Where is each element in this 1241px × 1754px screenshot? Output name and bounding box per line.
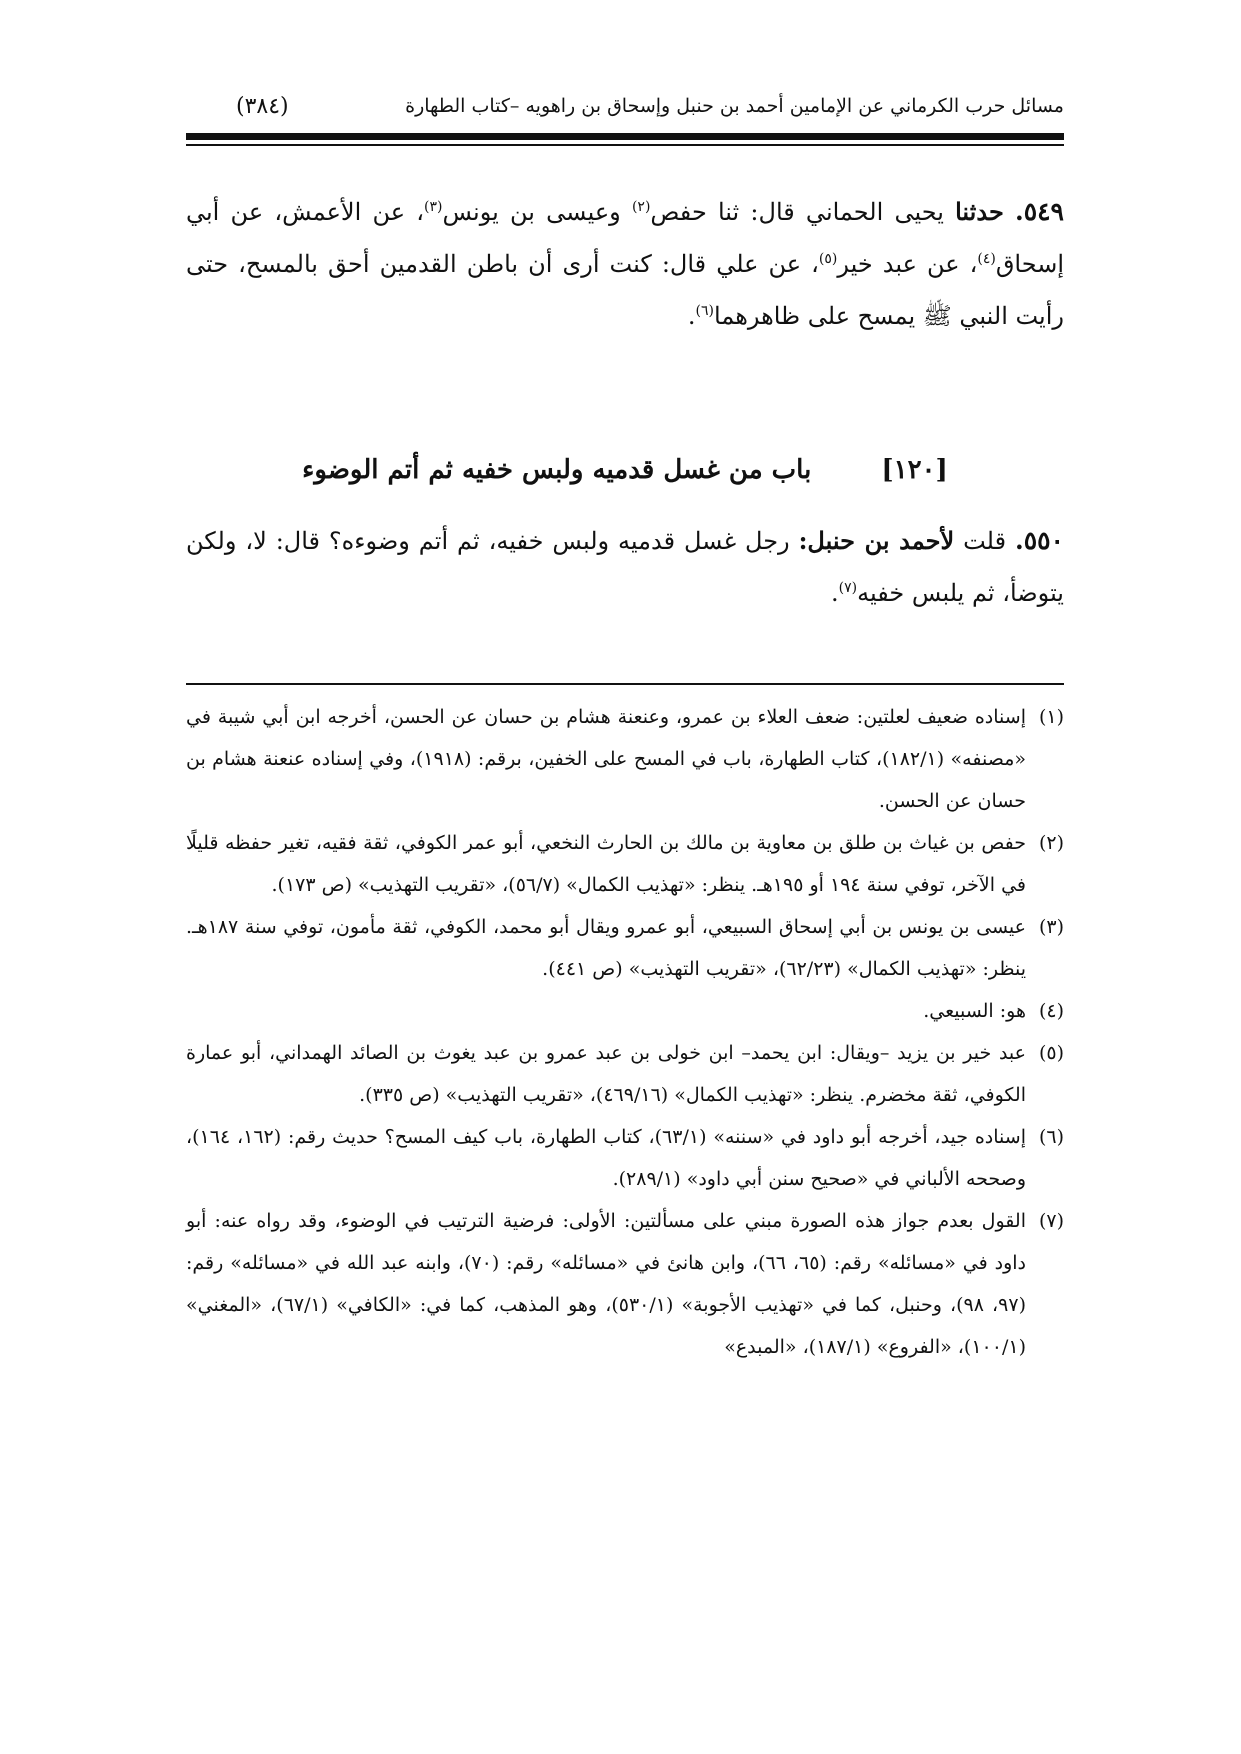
footnote-text: القول بعدم جواز هذه الصورة مبني على مسألتين: الأولى: فرضية الترتيب في الوضوء، وقد رواه عنه: أبو داود في «مسائله» رقم: (٦٥، ٦٦)، وابن هانئ في «مسائله» رقم: (٧٠)، وابنه عبد الله في «مسائله» رقم: (٩٧، ٩٨)، وحنبل، كما في «تهذيب الأجوبة» (٥٣٠/١)، وهو المذهب، كما في: «الكافي» (٦٧/١)، «المغني» (١٠٠/١)، «الفروع» (١٨٧/١)، «المبدع» (186, 1210, 1027, 1358)
hadith-text-3: ، عن الأعمش، عن أبي إسحاق (186, 198, 1065, 278)
question-number: ٥٥٠. (1014, 526, 1064, 555)
hadith-text-1: يحيى الحماني قال: ثنا حفص (650, 198, 956, 226)
footnote-ref-3: (٣) (423, 199, 443, 215)
footnote-mark: (٤) (1038, 1000, 1064, 1022)
page-number: (٣٨٤) (236, 93, 289, 119)
question-text-1: قلت (954, 527, 1015, 555)
footnote-2 (186, 822, 1064, 906)
question-text-2: رجل غسل قدميه ولبس خفيه، ثم أتم وضوءه؟ قال: لا، ولكن يتوضأ، ثم يلبس خفيه (186, 527, 1064, 607)
footnotes (186, 696, 1064, 1368)
footnote-3 (186, 906, 1064, 990)
chapter-heading (186, 445, 1064, 495)
footnote-text: حفص بن غياث بن طلق بن معاوية بن مالك بن الحارث النخعي، أبو عمر الكوفي، ثقة فقيه، تغير حفظه قليلًا في الآخر، توفي سنة ١٩٤ أو ١٩٥هـ. ينظر: «تهذيب الكمال» (٥٦/٧)، «تقريب التهذيب» (ص ١٧٣). (186, 832, 1026, 896)
question-text-3: . (831, 579, 839, 607)
footnote-text: عبد خير بن يزيد –ويقال: ابن يحمد– ابن خولى بن عبد عمرو بن عبد يغوث بن الصائد الهمداني، أبو عمارة الكوفي، ثقة مخضرم. ينظر: «تهذيب الكمال» (٤٦٩/١٦)، «تقريب التهذيب» (ص ٣٣٥). (186, 1042, 1026, 1106)
footnote-text: إسناده جيد، أخرجه أبو داود في «سننه» (٦٣/١)، كتاب الطهارة، باب كيف المسح؟ حديث رقم: (١٦٢، ١٦٤)، وصححه الألباني في «صحيح سنن أبي داود» (٢٨٩/١). (186, 1126, 1026, 1190)
hadith-number: ٥٤٩. (1014, 197, 1064, 226)
footnote-ref-4: (٤) (977, 251, 996, 267)
footnote-ref-5: (٥) (818, 251, 838, 267)
header-rule-thin (186, 144, 1064, 146)
hadith-text-4: ، عن عبد خير (837, 250, 978, 278)
running-header (228, 86, 1064, 126)
footnote-ref-2: (٢) (631, 199, 651, 215)
footnote-5 (186, 1032, 1064, 1116)
header-rule-thick (186, 133, 1064, 140)
footnote-ref-6: (٦) (695, 303, 714, 319)
footnote-mark: (٦) (1038, 1126, 1064, 1148)
footnote-text: إسناده ضعيف لعلتين: ضعف العلاء بن عمرو، وعنعنة هشام بن حسان عن الحسن، أخرجه ابن أبي شيبة في «مصنفه» (١٨٢/١)، كتاب الطهارة، باب في المسح على الخفين، برقم: (١٩١٨)، وفي إسناده عنعنة هشام بن حسان عن الحسن. (186, 706, 1026, 812)
chapter-title: باب من غسل قدميه ولبس خفيه ثم أتم الوضوء (302, 455, 812, 485)
footnote-6 (186, 1116, 1064, 1200)
chapter-number: [١٢٠] (881, 455, 948, 485)
footnote-ref-7: (٧) (838, 580, 858, 596)
footnote-mark: (٣) (1038, 916, 1064, 938)
question-person: لأحمد بن حنبل: (798, 526, 955, 555)
footnote-mark: (٧) (1038, 1210, 1064, 1232)
footnote-1 (186, 696, 1064, 822)
hadith-text-2: وعيسى بن يونس (442, 198, 632, 226)
footnote-7 (186, 1200, 1064, 1368)
footnote-separator (186, 683, 1064, 685)
hadith-549 (186, 186, 1064, 342)
footnote-mark: (١) (1038, 706, 1064, 728)
hadith-text-5: ، عن علي قال: كنت أرى أن باطن القدمين أحق بالمسح، حتى رأيت النبي ﷺ يمسح على ظاهرهما (186, 250, 1064, 330)
hadith-lead: حدثنا (955, 197, 1004, 226)
footnote-4 (186, 990, 1064, 1032)
header-title: مسائل حرب الكرماني عن الإمامين أحمد بن حنبل وإسحاق بن راهويه –كتاب الطهارة (405, 95, 1064, 117)
footnote-text: هو: السبيعي. (923, 1000, 1026, 1022)
question-550 (186, 515, 1064, 619)
footnote-text: عيسى بن يونس بن أبي إسحاق السبيعي، أبو عمرو ويقال أبو محمد، الكوفي، ثقة مأمون، توفي سنة ١٨٧هـ. ينظر: «تهذيب الكمال» (٦٢/٢٣)، «تقريب التهذيب» (ص ٤٤١). (186, 916, 1026, 980)
hadith-text-6: . (687, 302, 696, 330)
footnote-mark: (٢) (1038, 832, 1064, 854)
footnote-mark: (٥) (1038, 1042, 1064, 1064)
